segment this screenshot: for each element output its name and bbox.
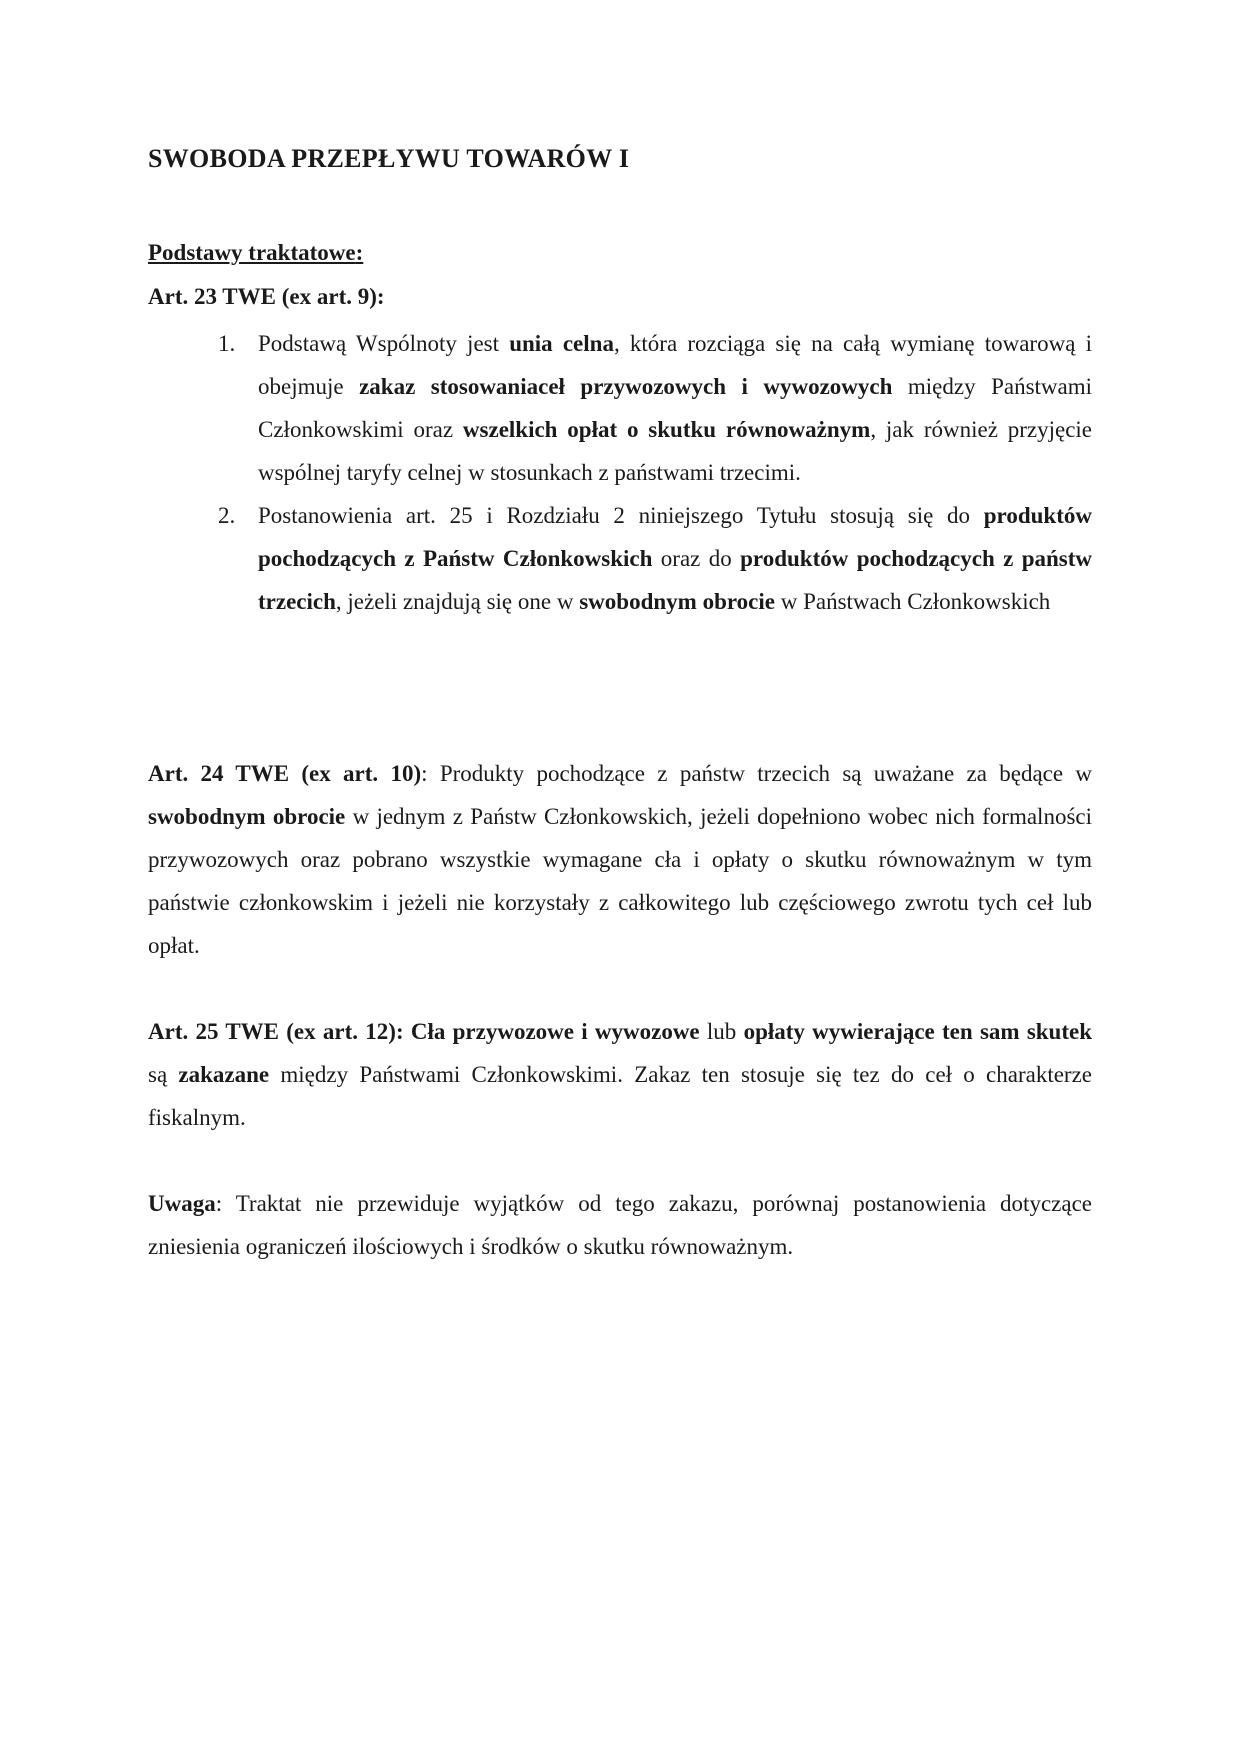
item-bold-text: swobodnym obrocie	[579, 589, 775, 614]
item-text: między Państwami Członkowskimi oraz	[258, 374, 1093, 442]
art25-heading: Art. 25 TWE (ex art. 12):	[148, 1019, 411, 1044]
paragraph-bold-text: opłaty wywierające ten sam skutek	[743, 1019, 1093, 1044]
paragraph-text: w jednym z Państw Członkowskich, jeżeli dopełniono wobec nich formalności przywozowych oraz pobrano wszystkie wymagane cła i opłaty o skutku równoważnym w tym państwie członkowskim i jeżeli nie korzystały z całkowitego lub częściowego zwrotu tych ceł lub opłat.	[148, 804, 1092, 958]
art25-paragraph	[148, 1010, 1092, 1139]
item-text: , która rozciąga się na całą wymianę towarową i obejmuje	[258, 331, 1092, 399]
paragraph-text: między Państwami Członkowskimi. Zakaz ten stosuje się tez do ceł o charakterze fiskalnym.	[148, 1062, 1092, 1130]
treaty-basis-colon: :	[355, 240, 364, 265]
item-text: , jeżeli znajdują się one w	[335, 589, 580, 614]
item-bold-text: produktów pochodzących z Państw Członkowskich	[258, 503, 1092, 571]
item-text: w Państwach Członkowskich	[774, 589, 1051, 614]
art23-item-1	[218, 322, 1092, 494]
item-bold-text: unia celna	[509, 331, 614, 356]
list-number: 2.	[218, 503, 236, 528]
treaty-basis-heading-text: Podstawy traktatowe	[148, 240, 356, 265]
item-text: , jak również przyjęcie wspólnej taryfy celnej w stosunkach z państwami trzecimi.	[258, 417, 1093, 485]
paragraph-text: : Produkty pochodzące z państw trzecich są uważane za będące w	[421, 761, 1092, 786]
art23-list	[218, 322, 1092, 623]
item-text: oraz do	[652, 546, 741, 571]
note-paragraph	[148, 1182, 1092, 1268]
art24-paragraph	[148, 752, 1092, 967]
art23-heading: Art. 23 TWE (ex art. 9):	[148, 284, 385, 309]
paragraph-bold-text: Cła przywozowe i wywozowe	[410, 1019, 700, 1044]
art23-item-2	[218, 494, 1092, 623]
art24-heading: Art. 24 TWE (ex art. 10)	[148, 761, 422, 786]
treaty-basis-heading	[148, 240, 363, 266]
item-bold-text: zakaz stosowaniaceł przywozowych i wywozowych	[359, 374, 893, 399]
item-text: Podstawą Wspólnoty jest	[258, 331, 510, 356]
paragraph-text: lub	[699, 1019, 744, 1044]
item-text: Postanowienia art. 25 i Rozdziału 2 niniejszego Tytułu stosują się do	[258, 503, 984, 528]
paragraph-bold-text: zakazane	[178, 1062, 270, 1087]
item-bold-text: wszelkich opłat o skutku równoważnym	[462, 417, 871, 442]
list-number: 1.	[218, 331, 236, 356]
document-title: SWOBODA PRZEPŁYWU TOWARÓW I	[148, 144, 630, 173]
paragraph-bold-text: swobodnym obrocie	[148, 804, 346, 829]
paragraph-text: są	[148, 1062, 179, 1087]
item-bold-text: produktów pochodzących z państw trzecich	[258, 546, 1092, 614]
note-label: Uwaga	[148, 1191, 216, 1216]
note-text: : Traktat nie przewiduje wyjątków od tego zakazu, porównaj postanowienia dotyczące zniesienia ograniczeń ilościowych i środków o skutku równoważnym.	[148, 1191, 1092, 1259]
